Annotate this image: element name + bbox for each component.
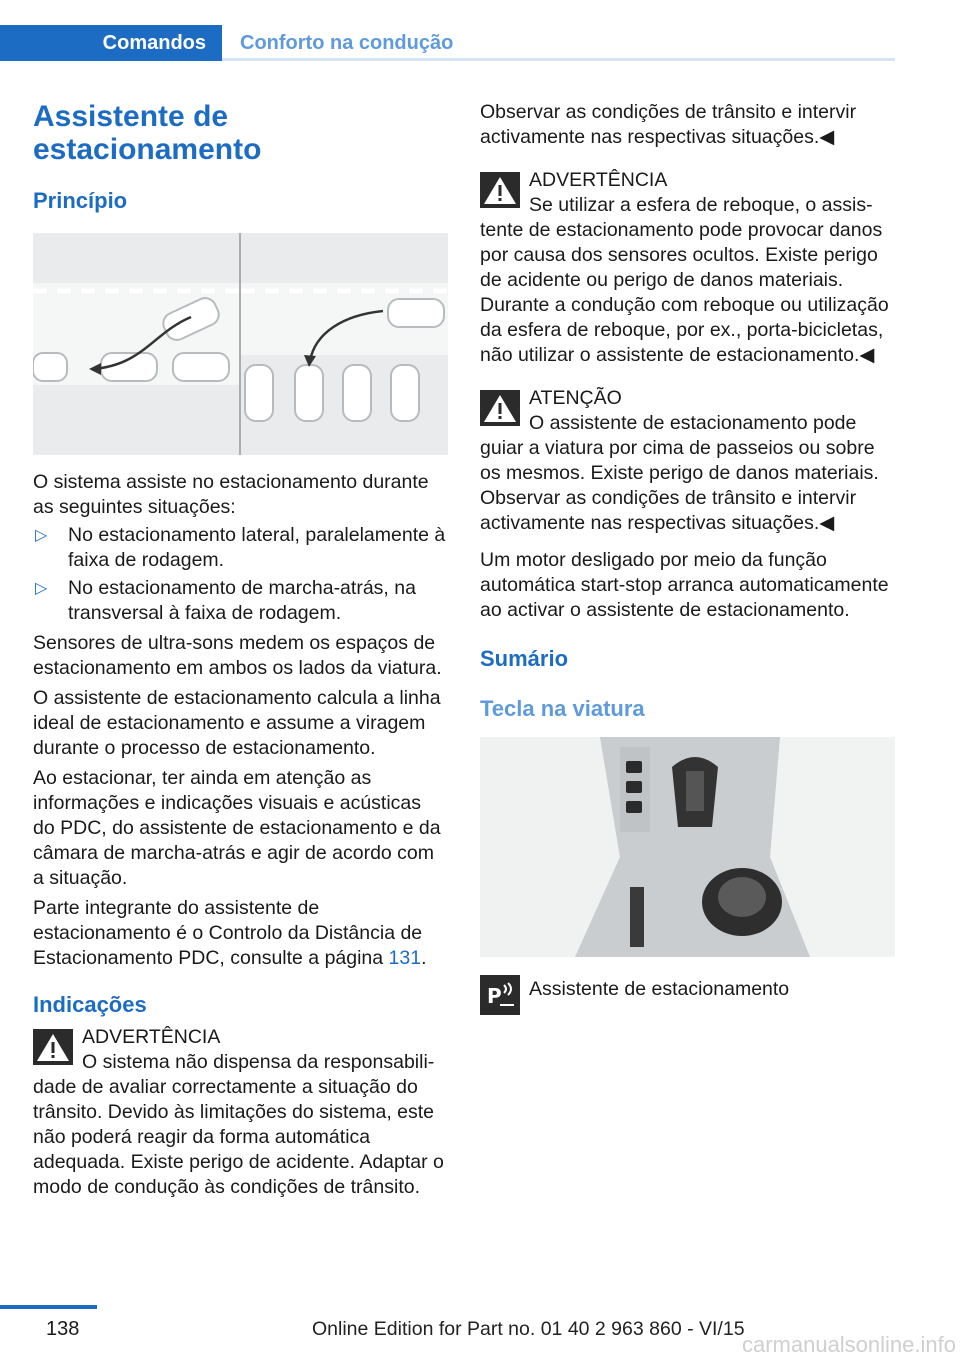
paragraph: Sensores de ultra-sons medem os espaços de estacionamento em ambos os lados da viatura. [33,632,442,679]
parking-assistant-icon [480,975,520,1015]
list-item [33,523,448,573]
bullet-text: No estacionamento de marcha-atrás, na transversal à faixa de rodagem. [68,577,416,624]
page-number: 138 [46,1318,80,1340]
warning-block [33,1025,448,1200]
heading-indicacoes: Indicações [33,992,147,1017]
intro-text: O sistema assiste no estacionamento durante as seguintes situações: [33,471,429,518]
warning-triangle-icon [480,172,520,208]
warning-lead: Se utilizar a esfera de reboque, o assis- [529,194,873,216]
attention-text: guiar a viatura por cima de passeios ou sobre os mesmos. Existe perigo de danos materiais. Observar as condições de trânsito e intervir activamente nas respectivas situações.◀ [480,437,879,534]
warning-block [480,168,895,368]
warning-title: ADVERTÊNCIA [82,1026,221,1048]
page-header [0,25,895,61]
subsection-tab: Conforto na condução [240,31,454,54]
attention-block [480,386,895,536]
warning-lead: O sistema não dispensa da responsabili- [82,1051,435,1073]
warning-text: dade de avaliar correctamente a situação do trânsito. Devido às limitações do sistema, este não poderá reagir da forma automática adequada. Existe perigo de acidente. Adaptar o modo de condução às condições de trânsito. [33,1076,444,1198]
page-link[interactable]: 131 [388,947,422,969]
header-rule [222,58,895,61]
button-legend [480,975,895,1008]
edition-text: Online Edition for Part no. 01 40 2 963 860 - VI/15 [312,1318,745,1340]
warning-continuation: Observar as condições de trânsito e intervir activamente nas respectivas situações.◀ [480,101,857,148]
paragraph: Um motor desligado por meio da função automática start-stop arranca automaticamente ao activar o assistente de estacionamento. [480,549,889,621]
attention-lead: O assistente de estacionamento pode [529,412,857,434]
section-tab: Comandos [0,25,222,61]
paragraph-text: Parte integrante do assistente de estacionamento é o Controlo da Distância de Estacionamento PDC, consulte a página [33,897,423,969]
warning-text: tente de estacionamento pode provocar danos por causa dos sensores ocultos. Existe perigo de acidente ou perigo de danos materiais. Durante a condução com reboque ou utilização da esfera de reboque, por ex., porta-bicicletas, não utilizar o assistente de estacionamento.◀ [480,219,889,366]
heading-sumario: Sumário [480,646,569,671]
watermark: carmanualsonline.info [741,1332,956,1357]
title-line-2: estacionamento [33,133,262,166]
right-column [480,100,895,1008]
paragraph: O assistente de estacionamento calcula a linha ideal de estacionamento e assume a viragem durante o processo de estacionamento. [33,687,441,759]
parking-diagram-illustration [33,233,448,455]
warning-triangle-icon [480,390,520,426]
attention-title: ATENÇÃO [529,387,622,409]
heading-principio: Princípio [33,188,128,213]
heading-tecla: Tecla na viatura [480,696,645,721]
center-console-illustration [480,737,895,957]
left-column [33,100,448,1200]
warning-triangle-icon [33,1029,73,1065]
button-label: Assistente de estacionamento [529,978,790,1000]
svg-text:P: P [487,984,502,1008]
paragraph: Ao estacionar, ter ainda em atenção as informações e indicações visuais e acústicas do PDC, do assistente de estacionamento e da câmara de marcha-atrás e agir de acordo com a situação. [33,767,441,889]
parking-diagram [33,233,448,455]
page-title [33,100,448,166]
paragraph-end: . [421,947,427,969]
bullet-triangle-icon: ▷ [35,527,48,544]
footer-rule [0,1305,97,1309]
warning-title: ADVERTÊNCIA [529,169,668,191]
title-line-1: Assistente de [33,100,229,133]
paragraph [33,896,448,971]
bullet-triangle-icon: ▷ [35,580,48,597]
bullet-text: No estacionamento lateral, paralelamente à faixa de rodagem. [68,524,446,571]
list-item [33,576,448,626]
console-photo [480,737,895,957]
